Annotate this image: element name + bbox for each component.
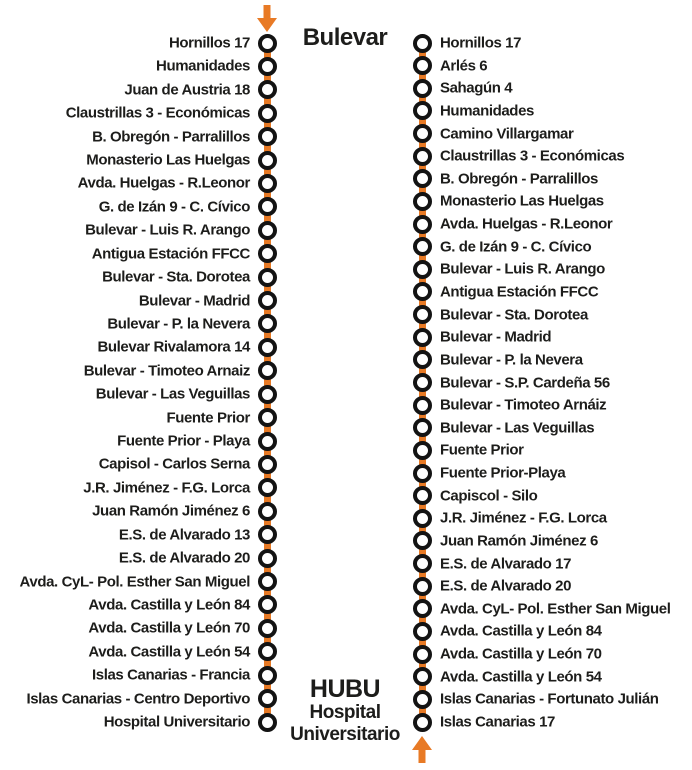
stop-marker [413,192,432,211]
stop-label: Monasterio Las Huelgas [440,192,604,210]
stop-marker [413,237,432,256]
stop-label: Islas Canarias 17 [440,713,555,731]
stop-label: Monasterio Las Huelgas [86,151,250,169]
terminus-bottom-name-line1: Hospital [309,702,381,723]
stop-label: Avda. Castilla y León 54 [440,668,602,686]
stop-label: Bulevar - S.P. Cardeña 56 [440,374,610,391]
terminus-bottom-label [257,676,433,746]
stop-marker [413,101,432,120]
stop-label: Avda. Castilla y León 70 [88,619,250,637]
stop-marker [413,713,432,732]
stop-marker [258,104,277,123]
stop-marker [413,282,432,301]
stop-label: E.S. de Alvarado 17 [440,555,572,573]
stop-label: Juan Ramón Jiménez 6 [92,502,250,520]
stop-label: Humanidades [440,102,534,120]
stop-marker [258,619,277,638]
stop-label: Capiscol - Silo [440,487,538,505]
stop-label: Avda. Castilla y León 54 [88,643,250,661]
stop-label: Bulevar - Madrid [138,292,250,310]
stop-label: Bulevar - Timoteo Arnáiz [440,396,607,414]
stop-label: Antigua Estación FFCC [91,245,250,263]
stop-label: Arlés 6 [440,57,488,75]
stop-marker [413,328,432,347]
stop-marker [413,169,432,188]
stop-label: Bulevar - Las Veguillas [95,385,250,403]
stop-marker [258,549,277,568]
stop-marker [258,291,277,310]
stop-label: Juan Ramón Jiménez 6 [440,532,598,550]
terminus-top-label: Bulevar [302,24,388,51]
stop-marker [258,57,277,76]
direction-up-arrow-icon [410,736,434,768]
stop-label: E.S. de Alvarado 20 [440,577,572,595]
stop-label: B. Obregón - Parralillos [440,170,598,188]
stop-label: Hornillos 17 [168,34,250,52]
stop-marker [413,464,432,483]
stop-marker [413,645,432,664]
stop-marker [413,56,432,75]
stop-label: Islas Canarias - Fortunato Julián [440,690,659,708]
stop-label: Bulevar - Madrid [440,328,552,346]
stop-label: Claustrillas 3 - Económicas [440,147,625,165]
stop-label: Bulevar - Luis R. Arango [85,221,250,239]
stop-label: Hornillos 17 [440,34,522,52]
stop-label: Avda. Castilla y León 70 [440,645,602,663]
stop-marker [258,151,277,170]
stop-label: Avda. Castilla y León 84 [440,622,602,640]
terminus-bottom-acronym: HUBU [309,675,381,703]
stop-label: Avda. Castilla y León 84 [88,596,250,614]
stop-marker [413,396,432,415]
stop-marker [413,577,432,596]
stop-marker [258,221,277,240]
stop-label: J.R. Jiménez - F.G. Lorca [83,479,250,497]
stop-marker [258,689,277,708]
stop-label: Bulevar - Sta. Dorotea [102,268,250,286]
stop-marker [258,244,277,263]
stop-marker [413,486,432,505]
stop-marker [258,642,277,661]
stop-marker [413,418,432,437]
stop-marker [413,509,432,528]
stop-label: Bulevar - Las Veguillas [440,419,595,437]
stop-label: J.R. Jiménez - F.G. Lorca [440,509,607,527]
terminus-bottom-name-line2: Universitario [290,724,400,745]
stop-marker [258,713,277,732]
stop-marker [413,305,432,324]
stop-label: Fuente Prior - Playa [117,432,250,450]
stop-marker [258,408,277,427]
stop-label: Bulevar - Sta. Dorotea [440,306,588,324]
stop-label: Bulevar - Luis R. Arango [440,260,605,278]
stop-label: Avda. Huelgas - R.Leonor [77,174,250,192]
stop-marker [258,572,277,591]
stop-marker [413,79,432,98]
stop-marker [413,124,432,143]
stop-marker [258,666,277,685]
stop-label: E.S. de Alvarado 20 [118,549,250,567]
stop-marker [413,622,432,641]
stop-label: Bulevar - P. la Nevera [440,351,583,369]
stop-label: Fuente Prior-Playa [440,464,566,482]
stop-marker [413,34,432,53]
stop-label: E.S. de Alvarado 13 [118,526,250,544]
stop-marker [413,599,432,618]
stop-marker [258,595,277,614]
stop-marker [258,34,277,53]
stop-label: Islas Canarias - Centro Deportivo [26,690,250,708]
stop-label: Bulevar Rivalamora 14 [97,338,250,356]
stop-label: Bulevar - Timoteo Arnaiz [83,362,250,380]
stop-marker [258,174,277,193]
stop-marker [258,385,277,404]
stop-marker [258,80,277,99]
stop-label: Fuente Prior [166,409,250,427]
stop-marker [258,127,277,146]
stop-marker [258,314,277,333]
stop-label: Avda. CyL- Pol. Esther San Miguel [440,600,671,618]
stop-marker [413,690,432,709]
stop-label: Hospital Universitario [103,713,250,731]
stop-marker [413,441,432,460]
stop-label: Antigua Estación FFCC [440,283,599,301]
direction-down-arrow-icon [255,5,279,37]
stop-marker [258,525,277,544]
stop-marker [413,667,432,686]
stop-label: Humanidades [156,57,250,75]
stop-label: Claustrillas 3 - Económicas [65,104,250,122]
stop-label: B. Obregón - Parralillos [92,128,250,146]
stop-label: G. de Izán 9 - C. Cívico [98,198,250,216]
stop-marker [258,197,277,216]
stop-marker [413,260,432,279]
stop-label: Sahagún 4 [440,79,513,97]
stop-marker [258,361,277,380]
stop-label: Capisol - Carlos Serna [98,455,250,473]
stop-label: Avda. Huelgas - R.Leonor [440,215,613,233]
stop-label: G. de Izán 9 - C. Cívico [440,238,592,256]
stop-marker [413,373,432,392]
stop-marker [258,338,277,357]
stop-marker [258,502,277,521]
stop-label: Juan de Austria 18 [124,81,250,99]
stop-label: Bulevar - P. la Nevera [107,315,250,333]
stop-marker [413,554,432,573]
stop-marker [258,455,277,474]
stop-marker [258,432,277,451]
stop-marker [413,350,432,369]
stop-marker [413,215,432,234]
stop-label: Camino Villargamar [440,125,574,143]
stop-label: Islas Canarias - Francia [92,666,250,684]
stop-marker [258,478,277,497]
stop-marker [413,531,432,550]
stop-label: Fuente Prior [440,441,524,459]
stop-label: Avda. CyL- Pol. Esther San Miguel [19,573,250,591]
stop-marker [413,147,432,166]
stop-marker [258,268,277,287]
